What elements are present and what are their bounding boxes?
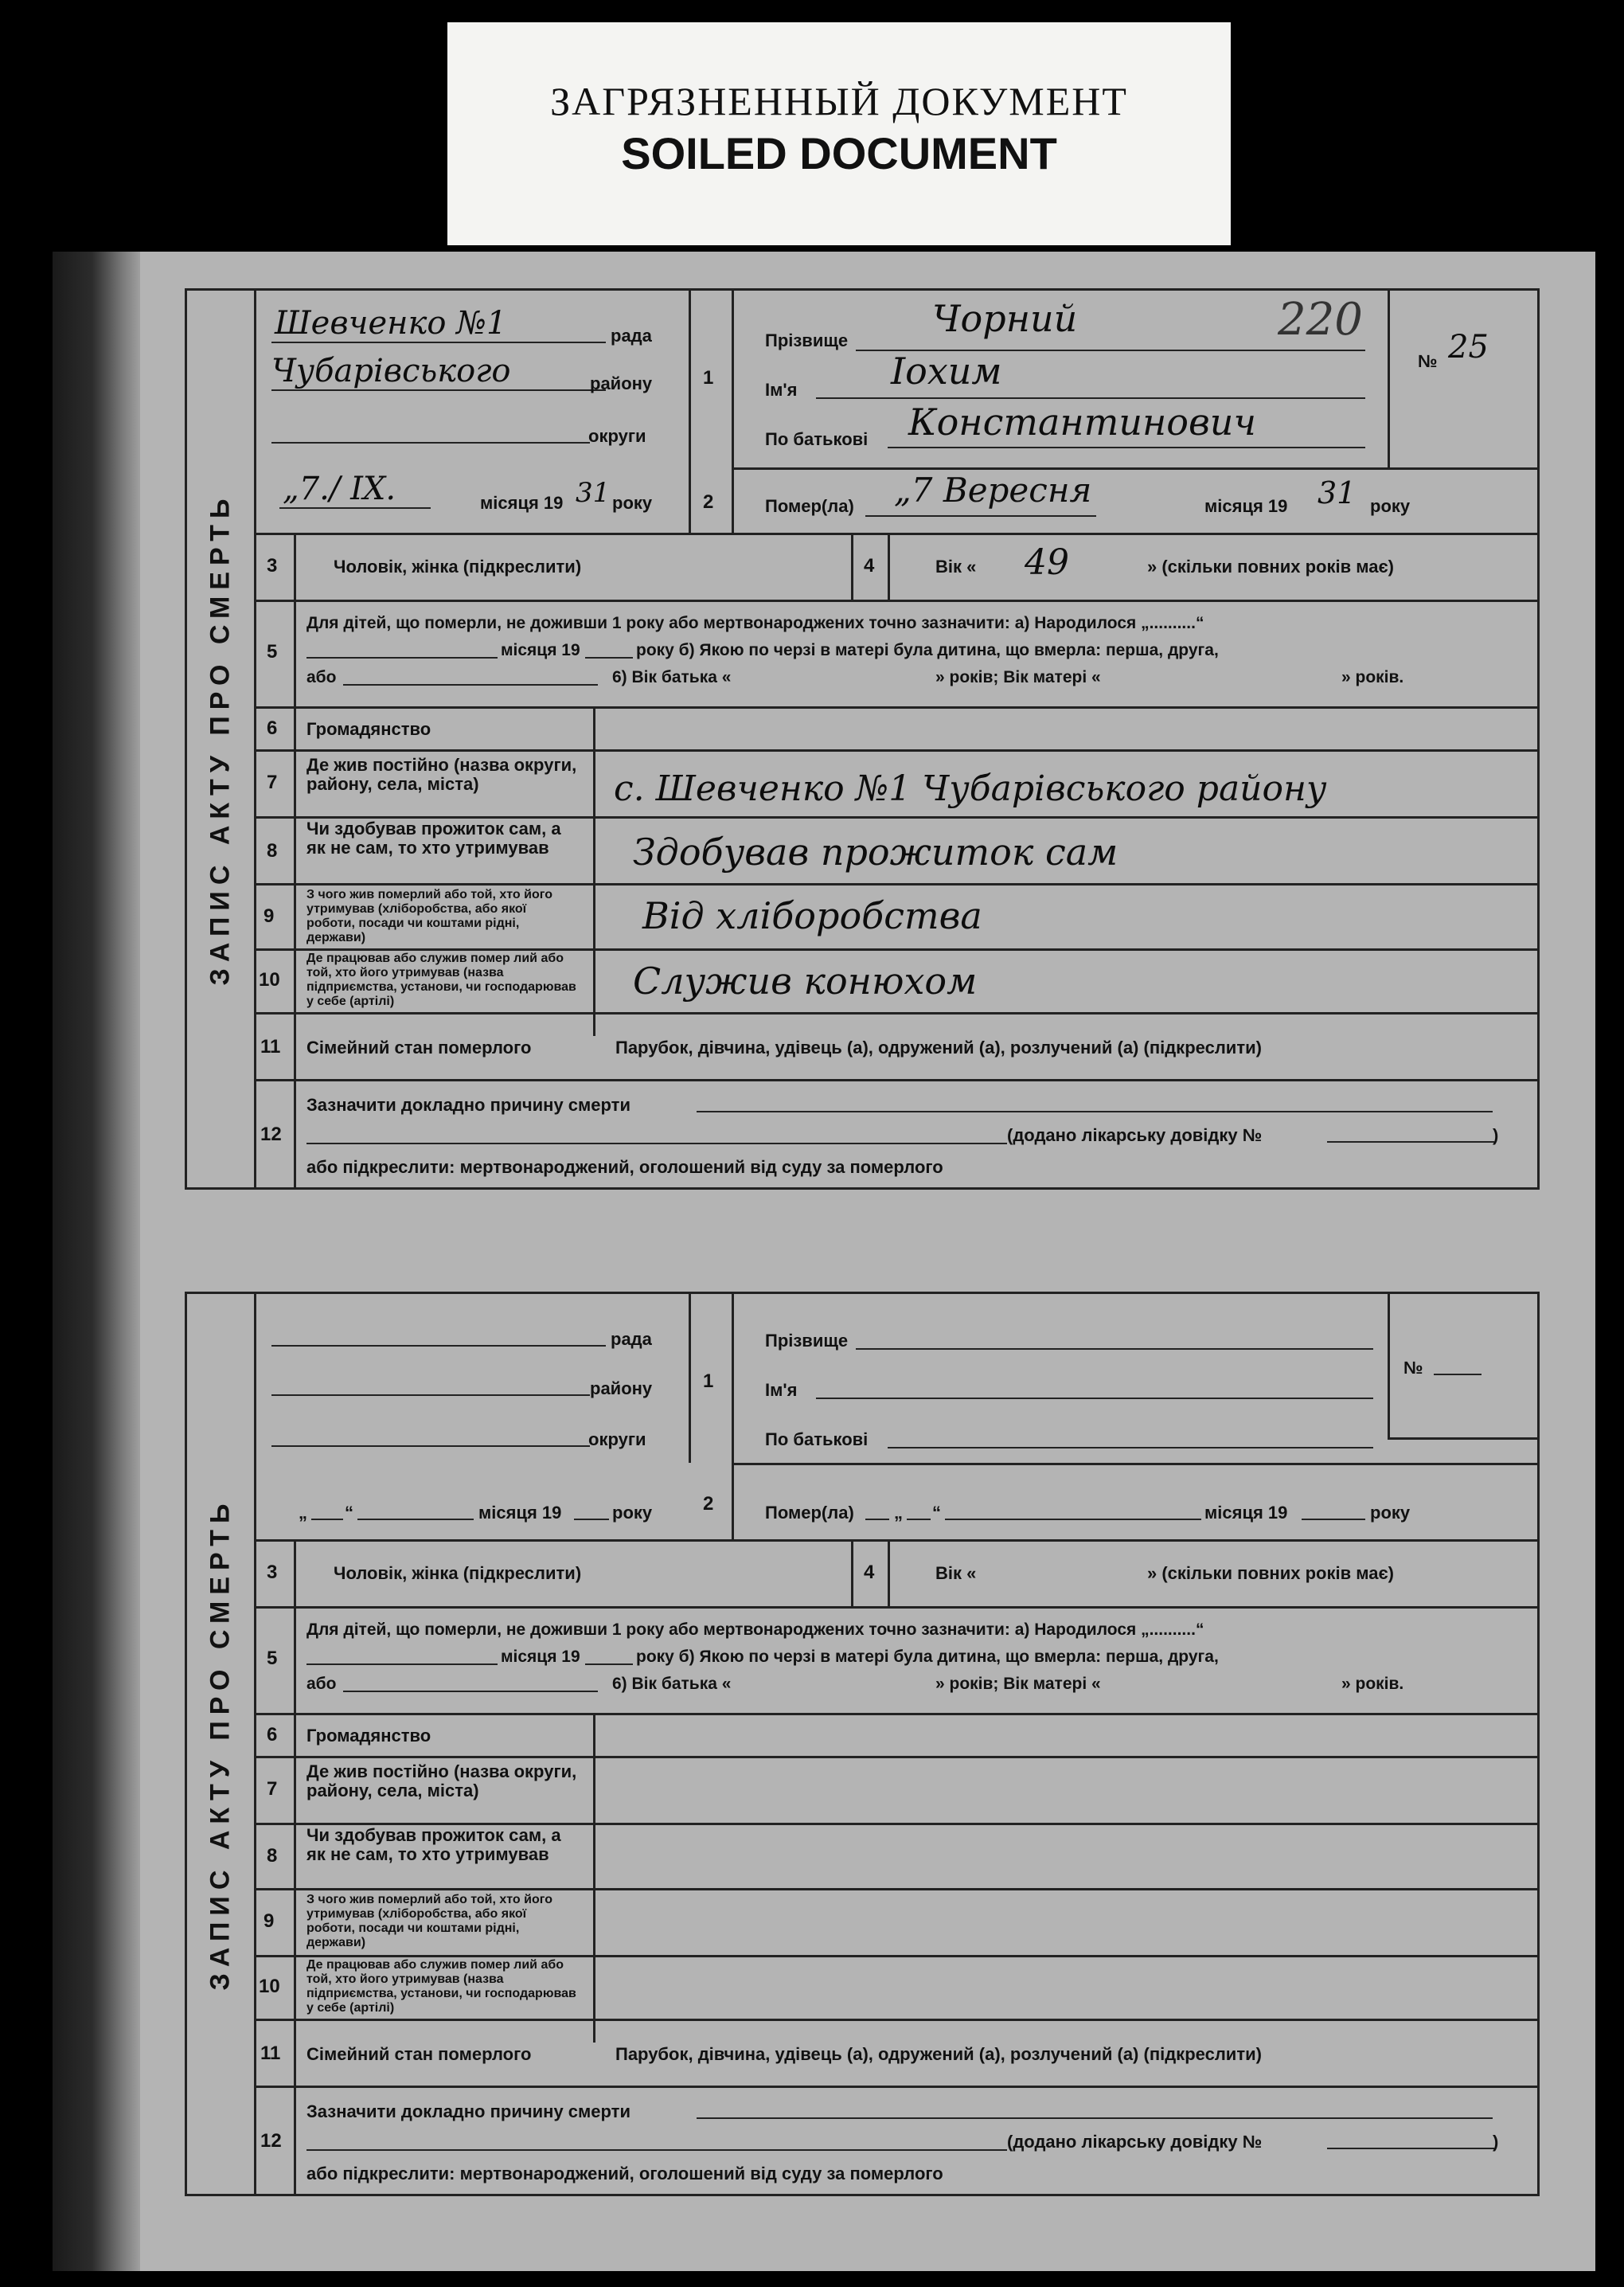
row-number: 1: [703, 1370, 714, 1392]
row5-or: або: [306, 1675, 337, 1693]
name-line: [816, 397, 1365, 399]
row5-fill: [343, 684, 598, 686]
stillborn-note: або підкреслити: мертвонароджений, оголошений від суду за померлого: [306, 1157, 943, 1177]
divider: [254, 883, 1537, 885]
okruhy-label: округи: [588, 426, 646, 446]
row-number: 7: [267, 772, 278, 793]
sex-label: Чоловік, жінка (підкреслити): [334, 557, 582, 577]
death-day-line: [865, 515, 1096, 517]
handwritten-patronymic: Константинович: [908, 401, 1256, 444]
row-number: 9: [264, 1910, 275, 1932]
date-line: [311, 1519, 343, 1520]
reg-month-label: місяця 19: [480, 493, 564, 513]
age-tail-label: » (скільки повних років має): [1147, 1563, 1394, 1583]
divider: [254, 1606, 1537, 1609]
date-open: „: [299, 1503, 307, 1523]
reg-year-label: року: [612, 493, 653, 513]
row-number: 2: [703, 1493, 714, 1515]
date-line: [357, 1519, 474, 1520]
divider: [254, 749, 1537, 752]
medical-cert-label: (додано лікарську довідку №: [1007, 2132, 1263, 2152]
stillborn-note: або підкреслити: мертвонароджений, оголошений від суду за померлого: [306, 2164, 943, 2183]
handwritten-rada: Шевченко №1: [275, 305, 507, 342]
row5-years: » років.: [1341, 1675, 1404, 1693]
workplace-label: Де працював або служив помер лий або той, хто його утримував (назва підприємства, установи, чи господарював у себе (артілі): [306, 952, 576, 1008]
row-number: 8: [267, 840, 278, 862]
rayon-line: [271, 389, 606, 391]
workplace-label: Де працював або служив помер лий або той, хто його утримував (назва підприємства, установи, чи господарював у себе (артілі): [306, 1958, 576, 2015]
row5-father-age: 6) Вік батька «: [612, 668, 732, 686]
name-line: [816, 1398, 1373, 1399]
divider: [254, 1079, 1537, 1081]
patronymic-label: По батькові: [765, 429, 869, 449]
divider: [732, 1294, 734, 1539]
death-record-form-1: [185, 288, 1540, 1190]
divider: [732, 1463, 1537, 1465]
row-number: 12: [260, 1124, 282, 1145]
row5-line2: року б) Якою по черзі в матері була дитина, що вмерла: перша, друга,: [636, 1648, 1219, 1666]
handwritten-name: Іохим: [891, 350, 1002, 393]
marital-options: Парубок, дівчина, удівець (а), одружений (а), розлучений (а) (підкреслити): [615, 2044, 1262, 2064]
residence-label: Де жив постійно (назва округи, району, села, міста): [306, 755, 577, 794]
death-month-label: місяця 19: [1204, 496, 1288, 516]
divider: [851, 533, 853, 600]
okruhy-line: [271, 1445, 590, 1447]
divider: [254, 948, 1537, 951]
residence-label: Де жив постійно (назва округи, району, села, міста): [306, 1761, 577, 1800]
divider: [254, 1955, 1537, 1957]
reg-year-label: року: [612, 1503, 653, 1523]
divider: [254, 1539, 1537, 1542]
age-tail-label: » (скільки повних років має): [1147, 557, 1394, 577]
okruhy-line: [271, 442, 590, 444]
divider: [254, 706, 1537, 709]
row5-father-age: 6) Вік батька «: [612, 1675, 732, 1693]
marital-label: Сімейний стан померлого: [306, 1038, 532, 1057]
medical-cert-line: [1327, 2148, 1494, 2149]
death-year-line: [1302, 1519, 1365, 1520]
handwritten-reg-date: „7./ IX.: [283, 471, 396, 507]
handwritten-workplace: Служив конюхом: [633, 960, 978, 1003]
handwritten-death-year: 31: [1318, 475, 1357, 510]
divider: [254, 1012, 1537, 1014]
paren-close: ): [1493, 2132, 1499, 2152]
marital-options: Парубок, дівчина, удівець (а), одружений (а), розлучений (а) (підкреслити): [615, 1038, 1262, 1057]
row5-month: місяця 19: [501, 1648, 580, 1666]
row-number: 11: [260, 1036, 281, 1057]
patronymic-line: [888, 1447, 1373, 1448]
row-number: 5: [267, 641, 278, 663]
death-year-label: року: [1370, 496, 1411, 516]
row-number: 12: [260, 2130, 282, 2152]
soiled-label-card: [447, 22, 1231, 245]
name-label: Ім'я: [765, 380, 798, 400]
divider: [294, 533, 296, 1187]
label-english: SOILED DOCUMENT: [621, 128, 1057, 178]
death-day-line: [907, 1519, 931, 1520]
divider: [732, 467, 1537, 470]
form-side-title: ЗАПИС АКТУ ПРО СМЕРТЬ: [187, 1294, 256, 2194]
row-number: 11: [260, 2043, 281, 2064]
record-number-label: №: [1403, 1358, 1423, 1378]
divider: [689, 291, 691, 533]
reg-month-label: місяця 19: [478, 1503, 562, 1523]
divider: [254, 600, 1537, 602]
death-record-form-2: [185, 1292, 1540, 2196]
death-label: Помер(ла): [765, 1503, 854, 1523]
row-number: 2: [703, 491, 714, 513]
row5-line1: Для дітей, що померли, не доживши 1 року або мертвонароджених точно зазначити: а) Народилося „..........“: [306, 1620, 1204, 1639]
divider: [254, 2019, 1537, 2021]
row-number: 6: [267, 717, 278, 739]
divider: [888, 1539, 890, 1606]
row5-mother-age: » років; Вік матері «: [935, 668, 1101, 686]
form-side-title: ЗАПИС АКТУ ПРО СМЕРТЬ: [187, 291, 256, 1187]
divider: [254, 1888, 1537, 1890]
row5-fill: [306, 1663, 498, 1665]
cause-label: Зазначити докладно причину смерти: [306, 1095, 630, 1115]
divider: [254, 533, 1537, 535]
sex-label: Чоловік, жінка (підкреслити): [334, 1563, 582, 1583]
row5-years: » років.: [1341, 668, 1404, 686]
surname-label: Прізвище: [765, 330, 849, 350]
support-label: Чи здобував прожиток сам, а як не сам, то хто утримував: [306, 1825, 561, 1864]
binding-spine: [53, 252, 140, 2271]
row-number: 3: [267, 555, 278, 577]
row5-fill: [585, 657, 633, 659]
divider: [254, 2086, 1537, 2088]
row5-fill: [306, 657, 498, 659]
cause-line: [306, 1143, 1007, 1144]
date-close: “: [345, 1503, 353, 1523]
citizenship-label: Громадянство: [306, 1726, 431, 1746]
death-year-label: року: [1370, 1503, 1411, 1523]
handwritten-corner-number: 220: [1278, 294, 1363, 346]
row5-fill: [343, 1691, 598, 1692]
death-day-line: [865, 1519, 889, 1520]
livelihood-label: З чого жив померлий або той, хто його утримував (хліборобства, або якої роботи, посади чи коштами рідні, держави): [306, 1893, 552, 1949]
livelihood-label: З чого жив померлий або той, хто його утримував (хліборобства, або якої роботи, посади чи коштами рідні, держави): [306, 888, 552, 944]
divider: [254, 1756, 1537, 1758]
handwritten-support: Здобував прожиток сам: [633, 831, 1118, 874]
divider: [593, 706, 595, 1036]
row-number: 1: [703, 367, 714, 389]
death-date-open: „: [894, 1503, 903, 1523]
year-line: [574, 1519, 609, 1520]
label-russian: ЗАГРЯЗНЕННЫЙ ДОКУМЕНТ: [550, 79, 1128, 123]
row-number: 4: [864, 555, 875, 577]
row-number: 5: [267, 1648, 278, 1669]
row-number: 3: [267, 1562, 278, 1583]
death-label: Помер(ла): [765, 496, 854, 516]
divider: [1388, 291, 1390, 467]
rayon-label: району: [590, 1378, 653, 1398]
divider: [1388, 1294, 1390, 1437]
age-label: Вік «: [935, 1563, 977, 1583]
paren-close: ): [1493, 1125, 1499, 1145]
name-label: Ім'я: [765, 1380, 798, 1400]
support-label: Чи здобував прожиток сам, а як не сам, то хто утримував: [306, 819, 561, 858]
cause-line: [306, 2149, 1007, 2151]
surname-label: Прізвище: [765, 1331, 849, 1351]
rada-label: рада: [611, 1329, 652, 1349]
row-number: 6: [267, 1724, 278, 1746]
row-number: 9: [264, 905, 275, 927]
patronymic-line: [888, 447, 1365, 448]
handwritten-rayon: Чубарівського: [271, 353, 511, 389]
medical-cert-label: (додано лікарську довідку №: [1007, 1125, 1263, 1145]
divider: [254, 1713, 1537, 1715]
handwritten-surname: Чорний: [932, 297, 1078, 340]
medical-cert-line: [1327, 1141, 1494, 1143]
row-number: 10: [259, 969, 280, 991]
handwritten-livelihood: Від хліборобства: [642, 894, 982, 937]
row5-line2: року б) Якою по черзі в матері була дитина, що вмерла: перша, друга,: [636, 641, 1219, 659]
rada-line: [271, 1345, 606, 1347]
divider: [1388, 1437, 1537, 1440]
handwritten-age: 49: [1025, 542, 1069, 583]
row5-month: місяця 19: [501, 641, 580, 659]
row-number: 8: [267, 1845, 278, 1867]
row5-fill: [585, 1663, 633, 1665]
okruhy-label: округи: [588, 1429, 646, 1449]
row5-or: або: [306, 668, 337, 686]
rayon-line: [271, 1394, 590, 1396]
death-month-label: місяця 19: [1204, 1503, 1288, 1523]
cause-line: [697, 2117, 1493, 2119]
marital-label: Сімейний стан померлого: [306, 2044, 532, 2064]
handwritten-reg-year: 31: [576, 477, 611, 509]
rada-line: [271, 342, 606, 343]
rada-label: рада: [611, 326, 652, 346]
record-number-label: №: [1418, 351, 1438, 371]
age-label: Вік «: [935, 557, 977, 577]
death-month-line: [945, 1519, 1201, 1520]
divider: [294, 1539, 296, 2194]
cause-line: [697, 1111, 1493, 1112]
rayon-label: району: [590, 373, 653, 393]
record-number-line: [1434, 1374, 1482, 1375]
divider: [851, 1539, 853, 1606]
row-number: 4: [864, 1562, 875, 1583]
citizenship-label: Громадянство: [306, 719, 431, 739]
date-line: [279, 507, 431, 509]
divider: [888, 533, 890, 600]
handwritten-residence: с. Шевченко №1 Чубарівського району: [614, 768, 1327, 809]
surname-line: [856, 1348, 1373, 1350]
handwritten-death-date: „7 Вересня: [894, 471, 1092, 510]
cause-label: Зазначити докладно причину смерти: [306, 2101, 630, 2121]
divider: [689, 1294, 691, 1463]
patronymic-label: По батькові: [765, 1429, 869, 1449]
row-number: 7: [267, 1778, 278, 1800]
divider: [732, 291, 734, 533]
death-date-close: “: [932, 1503, 941, 1523]
row-number: 10: [259, 1976, 280, 1997]
handwritten-record-number: 25: [1448, 329, 1489, 366]
row5-mother-age: » років; Вік матері «: [935, 1675, 1101, 1693]
divider: [593, 1713, 595, 2043]
row5-line1: Для дітей, що померли, не доживши 1 року або мертвонароджених точно зазначити: а) Народилося „..........“: [306, 614, 1204, 632]
